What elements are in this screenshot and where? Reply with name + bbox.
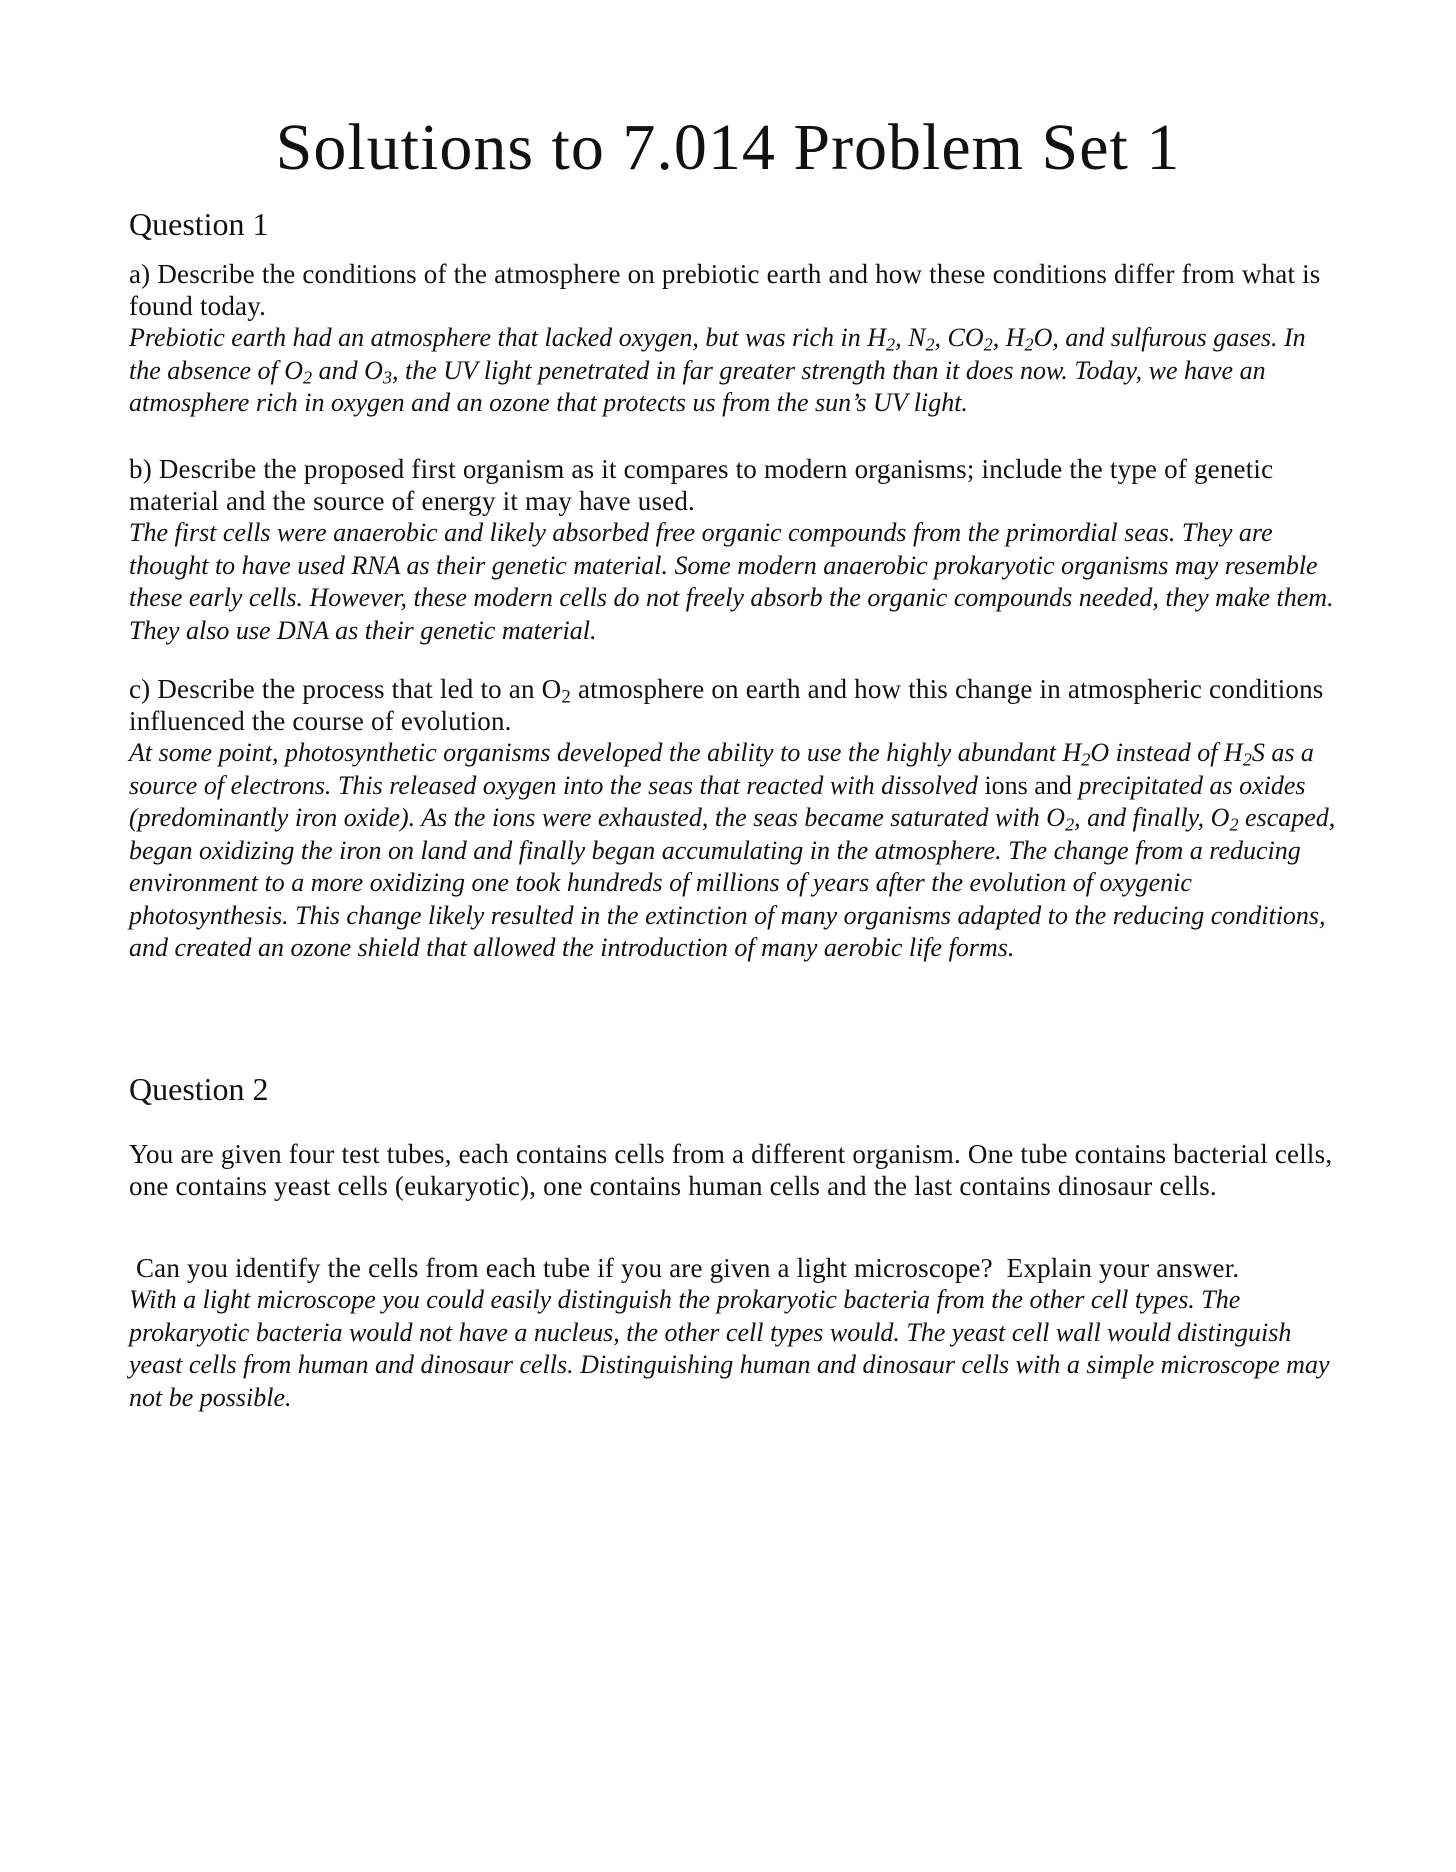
question-2-prompt: Can you identify the cells from each tube if you are given a light microscope? Explain your answer. (129, 1253, 1240, 1283)
question-1a (129, 258, 1339, 420)
question-1b-prompt: b) Describe the proposed first organism as it compares to modern organisms; include the type of genetic material and the source of energy it may have used. (129, 454, 1274, 516)
document-title: Solutions to 7.014 Problem Set 1 (275, 111, 1181, 184)
question-1-heading: Question 1 (129, 206, 269, 242)
question-1a-prompt: a) Describe the conditions of the atmosphere on prebiotic earth and how these conditions differ from what is found today. (129, 259, 1321, 321)
question-1b (129, 453, 1339, 647)
question-1c-prompt: c) Describe the process that led to an $O_2$ atmosphere on earth and how this change in atmospheric conditions influenced the course of evolution. (129, 674, 1324, 736)
question-2-intro: You are given four test tubes, each contains cells from a different organism. One tube contains bacterial cells, one contains yeast cells (eukaryotic), one contains human cells and the last contains dinosaur cells. (129, 1139, 1333, 1201)
question-1c-answer: At some point, photosynthetic organisms developed the ability to use the highly abundant $H_2O$ instead of $H_2S$ as a source of electrons. This released oxygen into the seas that reacted with dissolved ions and precipitated as oxides (predominantly iron oxide). As the ions were exhausted, the seas became saturated with $O_2$, and finally, $O_2$ escaped, began oxidizing the iron on land and finally began accumulating in the atmosphere. The change from a reducing environment to a more oxidizing one took hundreds of millions of years after the evolution of oxygenic photosynthesis. This change likely resulted in the extinction of many organisms adapted to the reducing conditions, and created an ozone shield that allowed the introduction of many aerobic life forms. (129, 738, 1336, 962)
question-1a-answer: Prebiotic earth had an atmosphere that lacked oxygen, but was rich in $H_2$, $N_2$, $CO_2$, $H_2O$, and sulfurous gases. In the absence of $O_2$ and $O_3$, the UV light penetrated in far greater strength than it does now. Today, we have an atmosphere rich in oxygen and an ozone that protects us from the sun’s UV light. (129, 323, 1306, 417)
question-2-heading: Question 2 (129, 1071, 269, 1107)
question-1c (129, 673, 1339, 965)
question-2-intro-block (129, 1138, 1339, 1202)
question-2-answer: With a light microscope you could easily distinguish the prokaryotic bacteria from the other cell types. The prokaryotic bacteria would not have a nucleus, the other cell types would. The yeast cell wall would distinguish yeast cells from human and dinosaur cells. Distinguishing human and dinosaur cells with a simple microscope may not be possible. (129, 1285, 1330, 1412)
question-2-part (129, 1252, 1339, 1414)
question-1b-answer: The first cells were anaerobic and likely absorbed free organic compounds from the primordial seas. They are thought to have used RNA as their genetic material. Some modern anaerobic prokaryotic organisms may resemble these early cells. However, these modern cells do not freely absorb the organic compounds needed, they make them. They also use DNA as their genetic material. (129, 518, 1334, 645)
